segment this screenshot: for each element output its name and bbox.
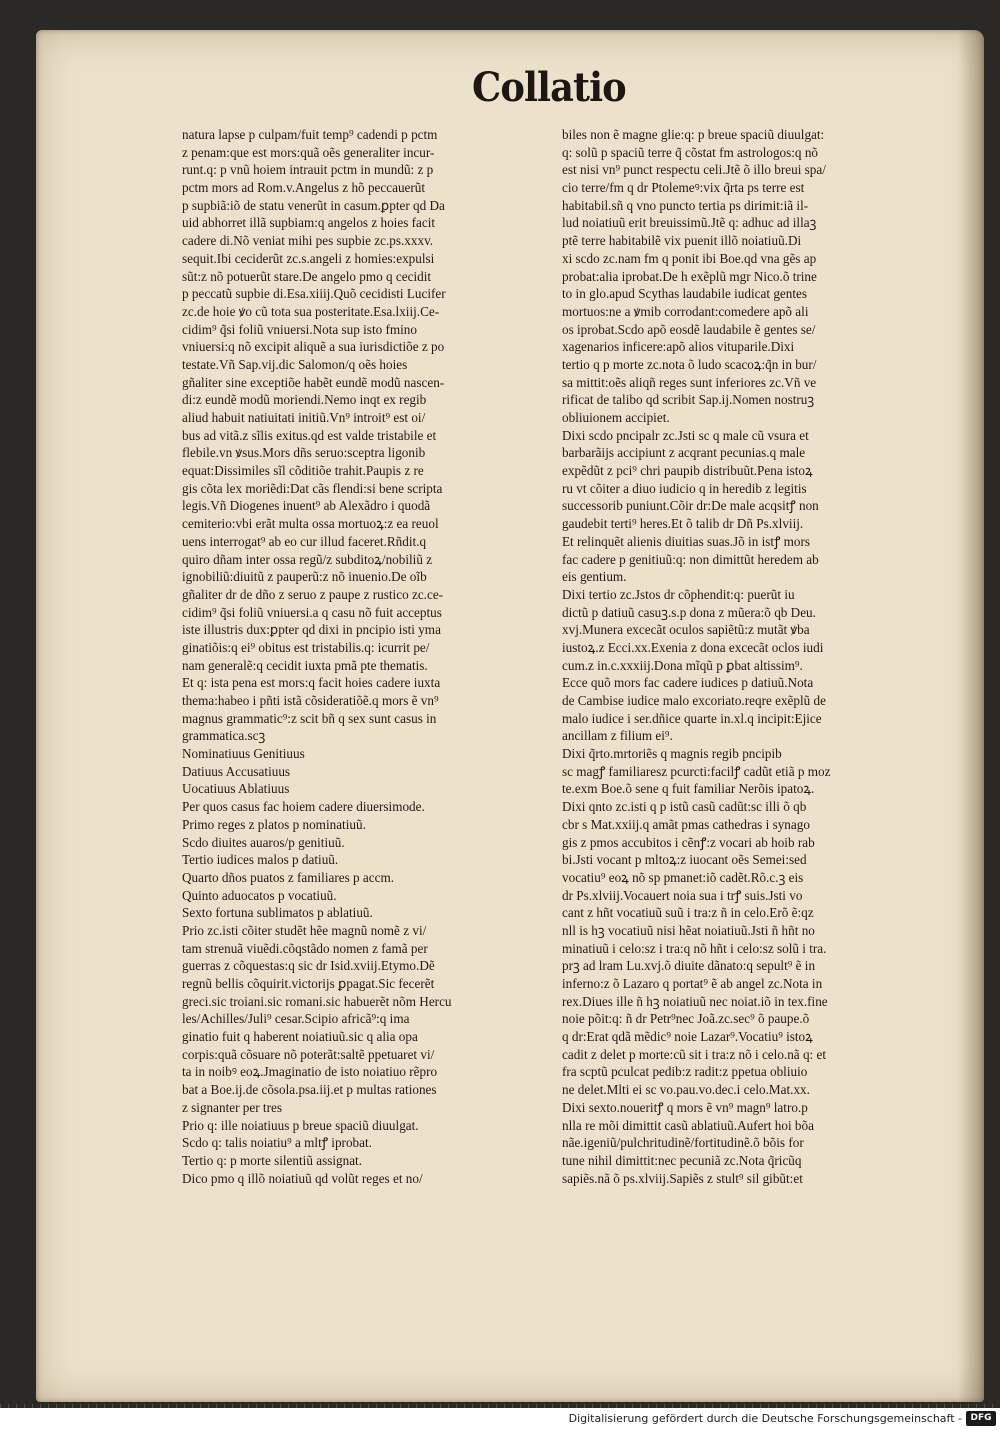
- text-line: Quarto dños puatos z familiares p accm.: [182, 869, 395, 885]
- funding-notice: Digitalisierung gefördert durch die Deutsche Forschungsgemeinschaft -: [568, 1412, 962, 1425]
- text-line: Tertio iudices malos p datiuũ.: [182, 852, 339, 868]
- text-line: Dixi tertio zc.Jstos dr cõphendit:q: puerũt iu: [562, 586, 795, 602]
- text-line: di:z eundẽ modũ moriendi.Nemo inqt ex regib: [182, 392, 427, 408]
- text-line: thema:habeo i pñti istã cõsideratiõẽ.q mors ẽ vn⁹: [182, 693, 439, 708]
- footer-bar: [0, 1408, 1000, 1431]
- text-line: obliuionem accipiet.: [562, 410, 670, 425]
- text-line: cadit z delet p morte:cũ sit i tra:z nõ i celo.nã q: et: [562, 1046, 827, 1062]
- text-line: natura lapse p culpam/fuit temp⁹ cadendi p pctm: [182, 127, 438, 142]
- text-line: nll is hꝫ vocatiuũ nisi hẽat noiatiuũ.Jsti ñ hñt no: [562, 922, 815, 938]
- text-line: Et q: ista pena est mors:q facit hoies cadere iuxta: [182, 675, 441, 691]
- text-line: Dico pmo q illõ noiatiuũ qd volũt reges et no/: [182, 1170, 423, 1186]
- text-line: gis cõta lex moriẽdi:Dat cãs flendi:si bene scripta: [182, 480, 443, 496]
- text-line: pctm mors ad Rom.v.Angelus z hõ peccauerũt: [182, 180, 426, 196]
- text-line: Tertio q: p morte silentiũ assignat.: [182, 1152, 363, 1168]
- text-line: legis.Vñ Diogenes inuent⁹ ab Alexãdro i quodã: [182, 498, 431, 514]
- text-line: vocatiu⁹ eoꝝ nõ sp pmanet:iõ cadẽt.Rõ.c.ꝫ eis: [562, 869, 804, 885]
- text-line: tune nihil dimittit:nec pecuniã zc.Nota q̃ricũq: [562, 1152, 802, 1168]
- text-line: xi scdo zc.nam fm q ponit ibi Boe.qd vna gẽs ap: [562, 250, 817, 266]
- text-line: grammatica.scꝫ: [182, 728, 266, 744]
- text-line: nam generalẽ:q cecidit iuxta pmã pte thematis.: [182, 657, 428, 673]
- text-line: habitabil.sñ q vno puncto tertia ps dirimit:iã il-: [562, 197, 809, 213]
- text-line: Scdo diuites auaros/p genitiuũ.: [182, 834, 345, 850]
- text-line: malo iudice i ser.dñice quarte in.xl.q incipit:Ejice: [562, 710, 822, 726]
- text-line: cemiterio:vbi erãt multa ossa mortuoꝝ:z ea reuol: [182, 516, 439, 532]
- text-line: sa mittit:oẽs aliqñ reges sunt inferiores zc.Vñ ve: [562, 374, 817, 390]
- text-line: xagenarios inficere:apõ alios vituparile.Dixi: [562, 339, 795, 355]
- text-line: ancillam z filium ei⁹.: [562, 728, 673, 744]
- text-line: vniuersi:q nõ excipit aliquẽ a sua iurisdictiõe z po: [182, 339, 445, 355]
- text-line: est nisi vn⁹ punct respectu celi.Jtẽ õ illo breui spa/: [562, 162, 826, 178]
- text-line: quiro dñam inter ossa regũ/z subditoꝝ/nobiliũ z: [182, 551, 433, 567]
- text-line: Dixi qnto zc.isti q p istũ casũ cadũt:sc illi õ qb: [562, 799, 807, 815]
- text-line: cadere di.Nõ veniat mihi pes supbie zc.ps.xxxv.: [182, 233, 434, 249]
- text-line: Uocatiuus Ablatiuus: [182, 781, 290, 797]
- text-line: sc magꝭ familiaresz pcurcti:facilꝭ cadũt etiã p moz: [562, 763, 831, 779]
- text-line: gis z pmos accubitos i cẽnꝭ:z vocari ab hoib rab: [562, 834, 815, 850]
- text-line: barbarãijs accipiunt z acqrant pecunias.q male: [562, 445, 806, 461]
- text-line: bi.Jsti vocant p mltoꝝ:z iuocant oẽs Semei:sed: [562, 852, 807, 868]
- text-line: testate.Vñ Sap.vij.dic Salomon/q oẽs hoies: [182, 356, 408, 372]
- text-line: nãe.igeniũ/pulchritudinẽ/fortitudinẽ.õ bõis for: [562, 1135, 804, 1151]
- text-line: Sexto fortuna sublimatos p ablatiuũ.: [182, 905, 373, 921]
- text-line: tam strenuã viuẽdi.cõqstãdo nomen z famã per: [182, 940, 428, 956]
- text-line: xvj.Munera excecãt oculos sapiẽtũ:z mutãt ꝟba: [562, 622, 810, 638]
- text-line: les/Achilles/Juli⁹ cesar.Scipio africã⁹:q ima: [182, 1011, 410, 1027]
- text-line: nlla re mõi dimittit casũ ablatiuũ.Aufert hoi bõa: [562, 1117, 814, 1133]
- text-line: ginatiõis:q ei⁹ obitus est tristabilis.q: icurrit pe/: [182, 639, 430, 655]
- text-line: zc.de hoie ꝟo cũ tota sua posteritate.Esa.lxiij.Ce-: [182, 303, 440, 319]
- text-line: ginatio fuit q haberent noiatiuũ.sic q alia opa: [182, 1029, 418, 1045]
- text-line: fra scptũ pculcat pedib:z radit:z ppetua obliuio: [562, 1064, 808, 1080]
- text-line: iste illustris dux:ꝑpter qd dixi in pncipio isti yma: [182, 622, 441, 638]
- left-text-column: [182, 126, 554, 1187]
- text-line: rificat de talibo qd scribit Sap.ij.Nomen nostruꝫ: [562, 392, 815, 408]
- text-line: bat a Boe.ij.de cõsola.psa.iij.et p multas rationes: [182, 1082, 437, 1098]
- text-line: de Cambise iudice malo excoriato.reqre exẽplũ de: [562, 693, 827, 708]
- running-title: Collatio: [472, 64, 626, 111]
- text-line: ignobiliũ:diuitũ z pauperũ:z nõ inuenio.De oĩb: [182, 569, 427, 585]
- text-line: Et relinquẽt alienis diuitias suas.Jõ in istꝭ mors: [562, 533, 810, 549]
- dfg-logo: DFG: [966, 1411, 996, 1426]
- text-line: q dr:Erat qdã mẽdic⁹ noie Lazar⁹.Vocatiu⁹ istoꝝ: [562, 1029, 813, 1045]
- text-line: Datiuus Accusatiuus: [182, 763, 291, 779]
- text-line: Scdo q: talis noiatiu⁹ a mltꝭ iprobat.: [182, 1135, 372, 1151]
- text-line: sũt:z nõ potuerũt stare.De angelo pmo q cecidit: [182, 268, 432, 284]
- text-line: rex.Diues ille ñ hꝫ noiatiuũ nec noiat.iõ in tex.fine: [562, 993, 828, 1009]
- page-gutter-shadow: [958, 30, 984, 1402]
- text-line: ta in noibꝰ eoꝝ.Jmaginatio de isto noiatiuo rẽpro: [182, 1064, 438, 1080]
- text-line: cio terre/fm q dr Ptolemeꝰ:vix q̃rta ps terre est: [562, 180, 805, 196]
- text-line: cant z hñt vocatiuũ suũ i tra:z ñ in celo.Erõ ẽ:qz: [562, 905, 814, 921]
- text-line: tertio q p morte zc.nota õ ludo scacoꝝ:q̃n in bur/: [562, 356, 817, 372]
- text-line: Prio zc.isti cõiter studẽt hẽe magnũ nomẽ z vi/: [182, 922, 427, 938]
- text-line: Quinto aduocatos p vocatiuũ.: [182, 887, 337, 903]
- text-line: sequit.Ibi ceciderũt zc.s.angeli z homies:expulsi: [182, 250, 435, 266]
- text-line: runt.q: p vnũ hoiem intrauit pctm in mundũ: z p: [182, 162, 434, 178]
- text-line: ptẽ terre habitabilẽ vix puenit illõ noiatiuũ.Di: [562, 233, 802, 249]
- text-line: biles non ẽ magne glie:q: p breue spaciũ diuulgat:: [562, 127, 825, 142]
- text-line: gaudebit terti⁹ heres.Et õ talib dr Dñ Ps.xlviij.: [562, 516, 804, 532]
- text-line: Prio q: ille noiatiuus p breue spaciũ diuulgat.: [182, 1117, 419, 1133]
- text-line: Per quos casus fac hoiem cadere diuersimode.: [182, 799, 425, 815]
- text-line: corpis:quã cõsuare nõ poterãt:saltẽ ppetuaret vi/: [182, 1046, 435, 1062]
- text-line: sapiẽs.nã õ ps.xlviij.Sapiẽs z stult⁹ sil gibũt:et: [562, 1170, 803, 1186]
- text-line: gñaliter dr de dño z seruo z paupe z rustico zc.ce-: [182, 586, 444, 602]
- text-line: te.exm Boe.õ sene q fuit familiar Nerõis ipatoꝝ.: [562, 781, 815, 797]
- text-line: Primo reges z platos p nominatiuũ.: [182, 816, 366, 832]
- right-text-column: [562, 126, 926, 1187]
- text-line: gñaliter sine exceptiõe habẽt eundẽ modũ nascen-: [182, 374, 445, 390]
- text-line: uens interrogat⁹ ab eo cur illud faceret.Rñdit.q: [182, 533, 427, 549]
- text-line: prꝫ ad lram Lu.xvj.õ diuite dãnato:q sepult⁹ ẽ in: [562, 958, 816, 974]
- text-line: aliud habuit natiuitati initiũ.Vn⁹ introit⁹ est oi/: [182, 410, 426, 425]
- text-line: regnũ bellis cõquirit.victorijs ꝑpagat.Sic fecerẽt: [182, 976, 435, 991]
- text-line: ne delet.Mlti ei sc vo.pau.vo.dec.i celo.Mat.xx.: [562, 1082, 810, 1098]
- text-line: successorib puniunt.Cõir dr:De male acqsitꝭ non: [562, 498, 819, 514]
- text-line: Dixi scdo pncipalr zc.Jsti sc q male cũ vsura et: [562, 427, 809, 443]
- text-line: p supbiã:iõ de statu venerũt in casum.ꝑpter qd Da: [182, 197, 445, 213]
- text-line: Dixi sexto.noueritꝭ q mors ẽ vn⁹ magn⁹ latro.p: [562, 1099, 808, 1115]
- text-line: inferno:z õ Lazaro q portat⁹ ẽ ab angel zc.Nota in: [562, 976, 823, 991]
- text-line: p peccatũ supbie di.Esa.xiiij.Quõ cecidisti Lucifer: [182, 286, 446, 302]
- text-line: Ecce quõ mors fac cadere iudices p datiuũ.Nota: [562, 675, 814, 691]
- text-line: cum.z in.c.xxxiij.Dona mĩqũ p ꝑbat altissim⁹.: [562, 657, 803, 673]
- text-line: bus ad vitã.z sĩlis exitus.qd est valde tristabile et: [182, 427, 437, 443]
- text-line: z penam:que est mors:quã oẽs generaliter incur-: [182, 144, 435, 160]
- text-line: eis gentium.: [562, 569, 627, 585]
- text-line: expẽdũt z pci⁹ chri paupib distribuũt.Pena istoꝝ: [562, 463, 813, 479]
- text-line: to in glo.apud Scythas laudabile iudicat gentes: [562, 286, 808, 302]
- text-line: greci.sic troiani.sic romani.sic habuerẽt nõm Hercu: [182, 993, 452, 1009]
- text-line: Nominatiuus Genitiuus: [182, 746, 305, 762]
- text-line: os iprobat.Scdo apõ eosdẽ laudabile ẽ gentes se/: [562, 321, 816, 337]
- text-line: cbr s Mat.xxiij.q amãt pmas cathedras i synago: [562, 816, 810, 832]
- text-line: noie põit:q: ñ dr Petr⁹nec Joã.zc.sec⁹ õ paupe.õ: [562, 1011, 810, 1027]
- text-line: iustoꝝ.z Ecci.xx.Exenia z dona excecãt oclos iudi: [562, 639, 824, 655]
- text-line: minatiuũ i celo:sz i tra:q nõ hñt i celo:sz solũ i tra.: [562, 940, 827, 956]
- text-line: magnus grammatic⁹:z scit bñ q sex sunt casus in: [182, 710, 437, 726]
- text-line: cidim⁹ q̃si foliũ vniuersi.a q casu nõ fuit acceptus: [182, 604, 442, 620]
- text-line: q: solũ p spaciũ terre q̃ cõstat fm astrologos:q nõ: [562, 144, 819, 160]
- text-line: fac cadere p genitiuũ:q: non dimittũt heredem ab: [562, 551, 819, 567]
- text-line: uid abhorret illã supbiam:q angelos z hoies facit: [182, 215, 436, 231]
- text-line: dictũ p datiuũ casuꝫ.s.p dona z mũera:õ qb Deu.: [562, 604, 816, 620]
- text-line: cidim⁹ q̃si foliũ vniuersi.Nota sup isto fmino: [182, 321, 417, 337]
- text-line: ru vt cõiter a diuo iudicio q in heredib z legitis: [562, 480, 807, 496]
- text-line: z signanter per tres: [182, 1099, 282, 1115]
- text-line: equat:Dissimiles sĩl cõditiõe trahit.Paupis z re: [182, 463, 424, 479]
- text-line: Dixi q̃rto.mrtoriẽs q magnis regib pncipib: [562, 746, 782, 762]
- text-line: lud noiatiuũ erit breuissimũ.Jtẽ q: adhuc ad illaꝫ: [562, 215, 817, 231]
- text-line: dr Ps.xlviij.Vocauert noia sua i trꝭ suis.Jsti vo: [562, 887, 803, 903]
- text-line: probat:alia iprobat.De h exẽplũ mgr Nico.õ trine: [562, 268, 817, 284]
- text-line: guerras z cõquestas:q sic dr Isid.xviij.Etymo.Dẽ: [182, 958, 435, 974]
- text-line: mortuos:ne a ꝟmib corrodant:comedere apõ ali: [562, 303, 809, 319]
- text-line: flebile.vn ꝟsus.Mors dñs seruo:sceptra ligonib: [182, 445, 426, 461]
